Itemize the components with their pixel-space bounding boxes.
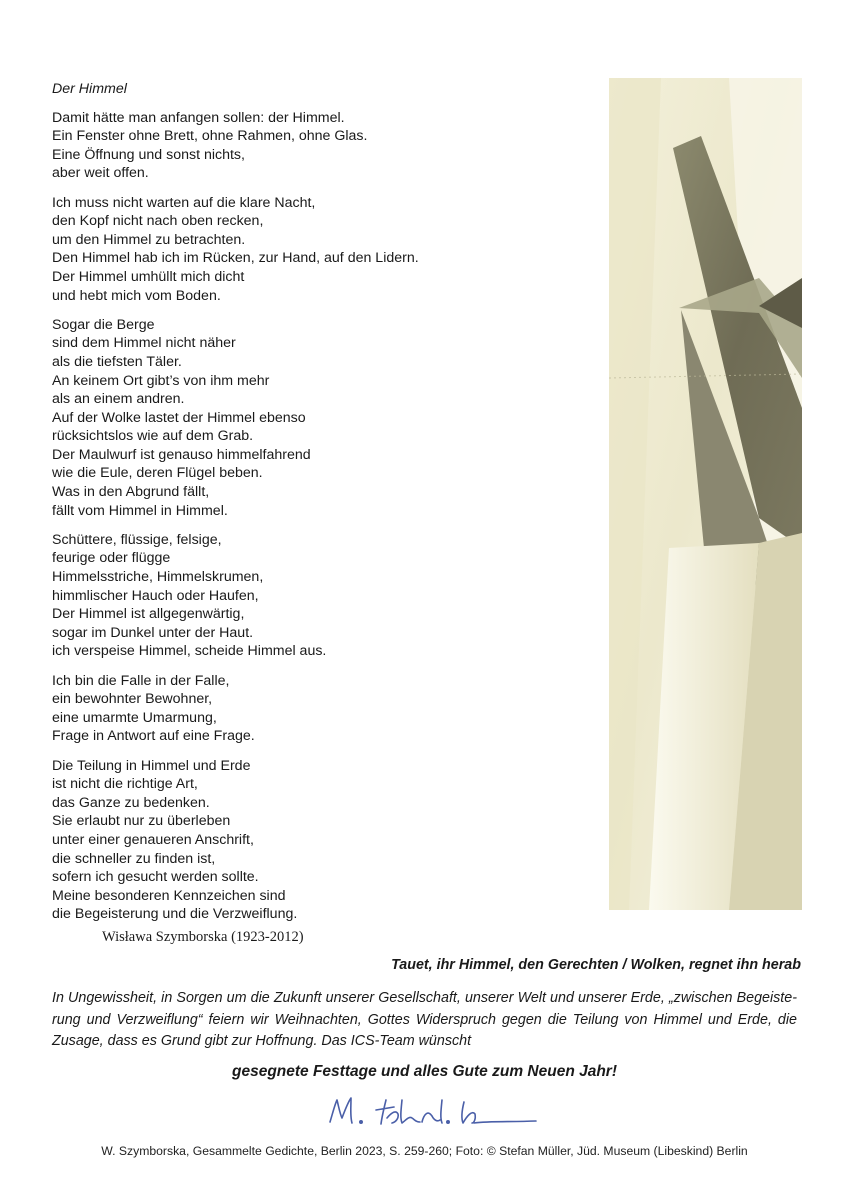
poem-line: aber weit offen. (52, 165, 149, 182)
footer-credits: W. Szymborska, Gesammelte Gedichte, Berlin 2023, S. 259-260; Foto: © Stefan Müller, Jüd. Museum (Libeskind) Berlin (101, 1144, 748, 1158)
poem-line: fällt vom Himmel in Himmel. (52, 502, 228, 519)
signature-image (324, 1092, 540, 1132)
poem-stanzas (52, 109, 592, 924)
poem-stanza (52, 757, 592, 924)
poem-line: um den Himmel zu betrachten. (52, 231, 246, 248)
poem-line: ist nicht die richtige Art, (52, 776, 198, 793)
poem-line: Der Himmel umhüllt mich dicht (52, 268, 245, 285)
poem-stanza (52, 316, 592, 521)
poem-line: und hebt mich vom Boden. (52, 287, 221, 304)
poem-line: sind dem Himmel nicht näher (52, 335, 236, 352)
poem-line: Den Himmel hab ich im Rücken, zur Hand, auf den Lidern. (52, 250, 419, 267)
poem-line: Damit hätte man anfangen sollen: der Himmel. (52, 109, 345, 126)
poem-line: Eine Öffnung und sonst nichts, (52, 146, 245, 163)
greeting-paragraph: In Ungewissheit, in Sorgen um die Zukunft unserer Gesellschaft, unserer Welt und unserer Erde, „zwischen Begeiste- rung und Verzweiflung“ feiern wir Weihnachten, Gottes Widerspruch gegen die Teilung von Himmel und Erde, die Zusage, dass es Grund gibt zur Hoffnung. Das ICS-Team wünscht (52, 990, 797, 1049)
poem-line: Sogar die Berge (52, 316, 155, 333)
poem-line: Auf der Wolke lastet der Himmel ebenso (52, 409, 306, 426)
poem-line: Was in den Abgrund fällt, (52, 484, 210, 501)
poem (52, 80, 592, 935)
poem-line: Der Maulwurf ist genauso himmelfahrend (52, 446, 311, 463)
handwritten-signature (324, 1092, 540, 1132)
poem-line: sofern ich gesucht werden sollte. (52, 869, 259, 886)
poem-line: rücksichtslos wie auf dem Grab. (52, 428, 254, 445)
poem-line: ein bewohnter Bewohner, (52, 691, 213, 708)
poem-line: himmlischer Hauch oder Haufen, (52, 587, 259, 604)
architecture-photo (609, 78, 802, 910)
poem-line: Himmelsstriche, Himmelskrumen, (52, 569, 264, 586)
poem-line: feurige oder flügge (52, 550, 171, 567)
poem-line: Die Teilung in Himmel und Erde (52, 757, 251, 774)
poem-stanza (52, 531, 592, 661)
poem-stanza (52, 672, 592, 746)
poem-line: wie die Eule, deren Flügel beben. (52, 465, 263, 482)
poem-line: sogar im Dunkel unter der Haut. (52, 624, 254, 641)
holiday-wish: gesegnete Festtage und alles Gute zum Neuen Jahr! (231, 1063, 617, 1080)
poem-line: Ich bin die Falle in der Falle, (52, 672, 230, 689)
poem-line: das Ganze zu bedenken. (52, 794, 210, 811)
poem-line: Meine besonderen Kennzeichen sind (52, 887, 286, 904)
poem-line: unter einer genaueren Anschrift, (52, 831, 254, 848)
motto-quote: Tauet, ihr Himmel, den Gerechten / Wolken, regnet ihn herab (391, 957, 801, 973)
poem-line: Sie erlaubt nur zu überleben (52, 813, 231, 830)
poem-line: Schüttere, flüssige, felsige, (52, 531, 222, 548)
poem-line: Frage in Antwort auf eine Frage. (52, 728, 255, 745)
poem-line: als an einem andren. (52, 391, 185, 408)
poem-line: als die tiefsten Täler. (52, 353, 182, 370)
poem-line: den Kopf nicht nach oben recken, (52, 213, 264, 230)
poem-line: An keinem Ort gibt’s von ihm mehr (52, 372, 270, 389)
poem-line: eine umarmte Umarmung, (52, 709, 217, 726)
poem-title: Der Himmel (52, 81, 127, 97)
poem-author: Wisława Szymborska (1923-2012) (102, 929, 304, 945)
poem-stanza (52, 194, 592, 306)
poem-line: Ich muss nicht warten auf die klare Nacht, (52, 194, 316, 211)
photo-image (609, 78, 802, 910)
poem-line: Der Himmel ist allgegenwärtig, (52, 606, 245, 623)
poem-line: die Begeisterung und die Verzweiflung. (52, 906, 298, 923)
poem-line: Ein Fenster ohne Brett, ohne Rahmen, ohne Glas. (52, 128, 368, 145)
poem-line: die schneller zu finden ist, (52, 850, 216, 867)
poem-line: ich verspeise Himmel, scheide Himmel aus. (52, 643, 327, 660)
poem-stanza (52, 109, 592, 183)
